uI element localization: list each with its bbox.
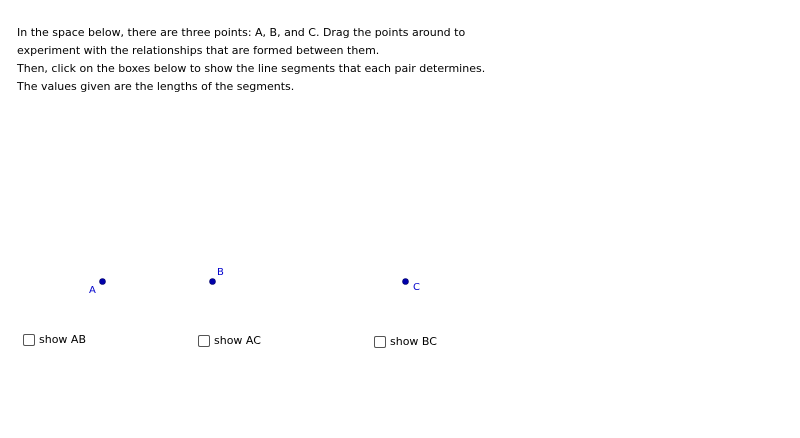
show-ac-checkbox-box[interactable]	[198, 335, 210, 347]
point-c[interactable]	[403, 279, 409, 285]
show-bc-checkbox[interactable]	[374, 335, 437, 348]
point-b-label: B	[217, 267, 224, 278]
instruction-line-1: In the space below, there are three points: A, B, and C. Drag the points around to	[17, 26, 466, 39]
instruction-line-2: experiment with the relationships that are formed between them.	[17, 44, 380, 57]
show-ac-label[interactable]: show AC	[214, 334, 261, 347]
show-ab-checkbox[interactable]	[23, 333, 86, 346]
point-a-label: A	[89, 285, 96, 296]
show-bc-label[interactable]: show BC	[390, 335, 437, 348]
show-ab-checkbox-box[interactable]	[23, 334, 35, 346]
point-c-label: C	[413, 282, 420, 293]
instruction-line-3: Then, click on the boxes below to show the line segments that each pair determines.	[17, 62, 486, 75]
point-b[interactable]	[210, 279, 216, 285]
instruction-line-4: The values given are the lengths of the segments.	[17, 80, 295, 93]
point-a[interactable]	[100, 279, 106, 285]
show-ab-label[interactable]: show AB	[39, 333, 86, 346]
show-ac-checkbox[interactable]	[198, 334, 261, 347]
show-bc-checkbox-box[interactable]	[374, 336, 386, 348]
